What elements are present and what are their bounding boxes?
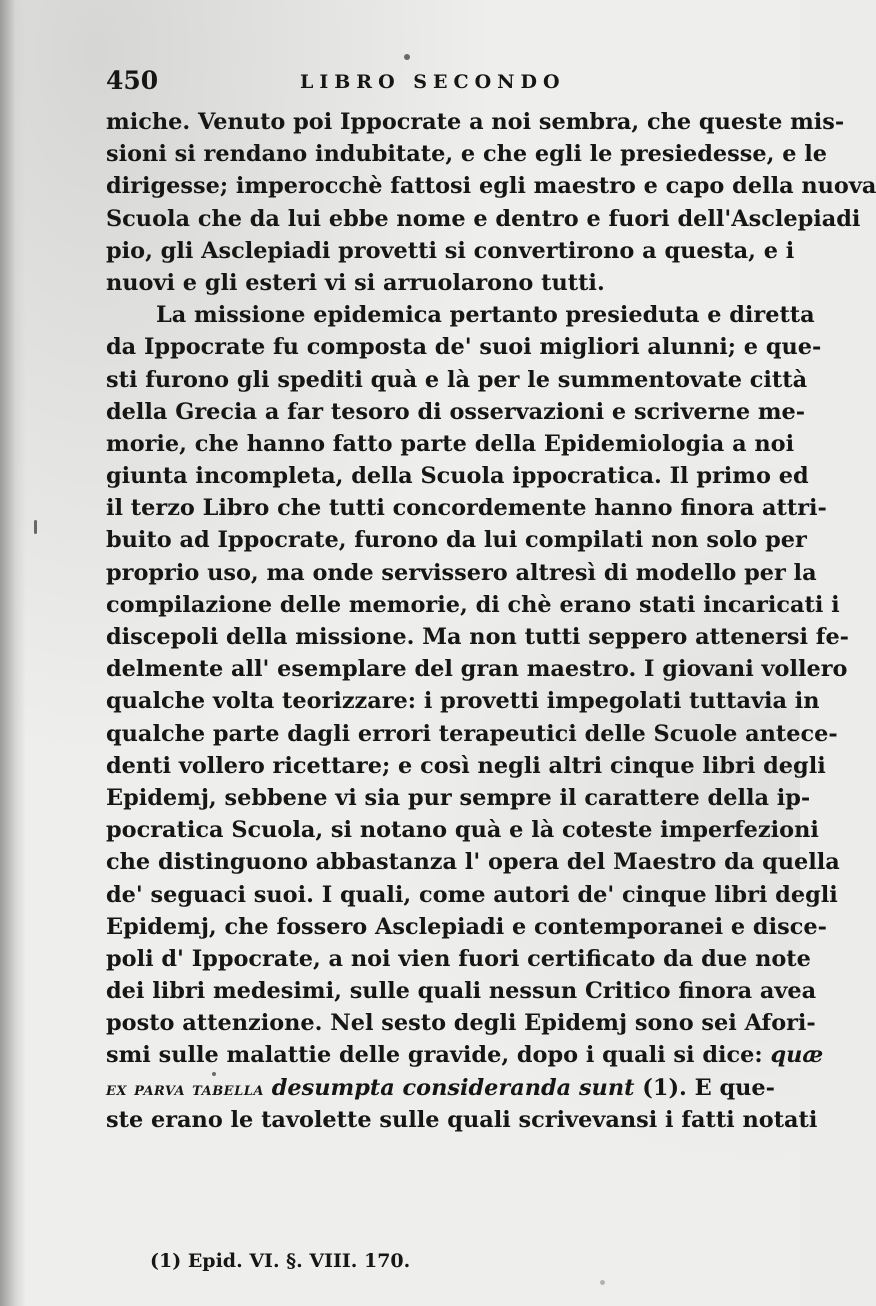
text-line: dei libri medesimi, sulle quali nessun Critico finora avea — [106, 978, 817, 1005]
text-line: della Grecia a far tesoro di osservazioni e scriverne me- — [106, 398, 806, 425]
text-line: discepoli della missione. Ma non tutti seppero attenersi fe- — [106, 624, 849, 650]
ink-speck — [212, 1072, 216, 1076]
ink-speck — [404, 54, 410, 60]
text-line: compilazione delle memorie, di chè erano stati incaricati i — [106, 591, 840, 618]
text-line: qualche volta teorizzare: i provetti impegolati tuttavia in — [106, 688, 820, 715]
text-line: sti furono gli spediti quà e là per le summentovate città — [106, 366, 808, 393]
text-line: posto attenzione. Nel sesto degli Epidemj sono sei Afori- — [106, 1010, 816, 1037]
page-gutter-shadow — [0, 0, 26, 1306]
text-line: pocratica Scuola, si notano quà e là coteste imperfezioni — [106, 817, 819, 844]
text-line: morie, che hanno fatto parte della Epidemiologia a noi — [106, 430, 795, 457]
text-line — [106, 1039, 824, 1071]
text-line: giunta incompleta, della Scuola ippocratica. Il primo ed — [106, 463, 809, 490]
text-line: buito ad Ippocrate, furono da lui compilati non solo per — [106, 527, 807, 554]
text-segment: smi sulle malattie delle gravide, dopo i quali si dice: — [106, 1042, 763, 1069]
text-line: denti vollero ricettare; e così negli altri cinque libri degli — [106, 752, 826, 779]
page-number: 450 — [106, 66, 159, 95]
text-line: qualche parte dagli errori terapeutici delle Scuole antece- — [106, 720, 838, 747]
page-header — [106, 66, 766, 102]
ink-speck — [600, 1280, 605, 1285]
text-line — [106, 1072, 775, 1104]
ink-speck — [34, 520, 37, 534]
text-line: Epidemj, sebbene vi sia pur sempre il carattere della ip- — [106, 784, 811, 811]
text-line: ste erano le tavolette sulle quali scrivevansi i fatti notati — [106, 1106, 818, 1133]
running-head: LIBRO SECONDO — [300, 71, 566, 93]
text-segment: (1). E que- — [642, 1074, 775, 1101]
latin-quote-end: desumpta considerandа sunt — [271, 1074, 635, 1101]
text-line: de' seguaci suoi. I quali, come autori de' cinque libri degli — [106, 881, 838, 908]
text-line: La missione epidemica pertanto presieduta e diretta — [156, 302, 815, 329]
latin-quote-smallcaps: ex parva tabella — [106, 1077, 264, 1100]
text-line: delmente all' esemplare del gran maestro. I giovani vollero — [106, 656, 848, 683]
text-line: sioni si rendano indubitate, e che egli le presiedesse, e le — [106, 141, 827, 168]
footnote: (1) Epid. VI. §. VIII. 170. — [150, 1250, 411, 1272]
text-line: da Ippocrate fu composta de' suoi migliori alunni; e que- — [106, 334, 822, 361]
text-line: Epidemj, che fossero Asclepiadi e contemporanei e disce- — [106, 913, 827, 940]
text-line: pio, gli Asclepiadi provetti si convertirono a questa, e i — [106, 237, 795, 264]
text-line: dirigesse; imperocchè fattosi egli maestro e capo della nuova — [106, 173, 876, 200]
text-line: il terzo Libro che tutti concordemente hanno finora attri- — [106, 495, 827, 522]
text-line: che distinguono abbastanza l' opera del Maestro da quella — [106, 849, 840, 876]
text-line: nuovi e gli esteri vi si arruolarono tutti. — [106, 269, 605, 296]
body-text — [106, 106, 876, 1136]
text-line: Scuola che da lui ebbe nome e dentro e fuori dell'Asclepiadi — [106, 205, 861, 232]
text-line: poli d' Ippocrate, a noi vien fuori certificato da due note — [106, 945, 811, 972]
text-line: proprio uso, ma onde servissero altresì di modello per la — [106, 559, 817, 586]
latin-quote-start: quæ — [770, 1042, 824, 1069]
text-line: miche. Venuto poi Ippocrate a noi sembra, che queste mis- — [106, 109, 845, 135]
